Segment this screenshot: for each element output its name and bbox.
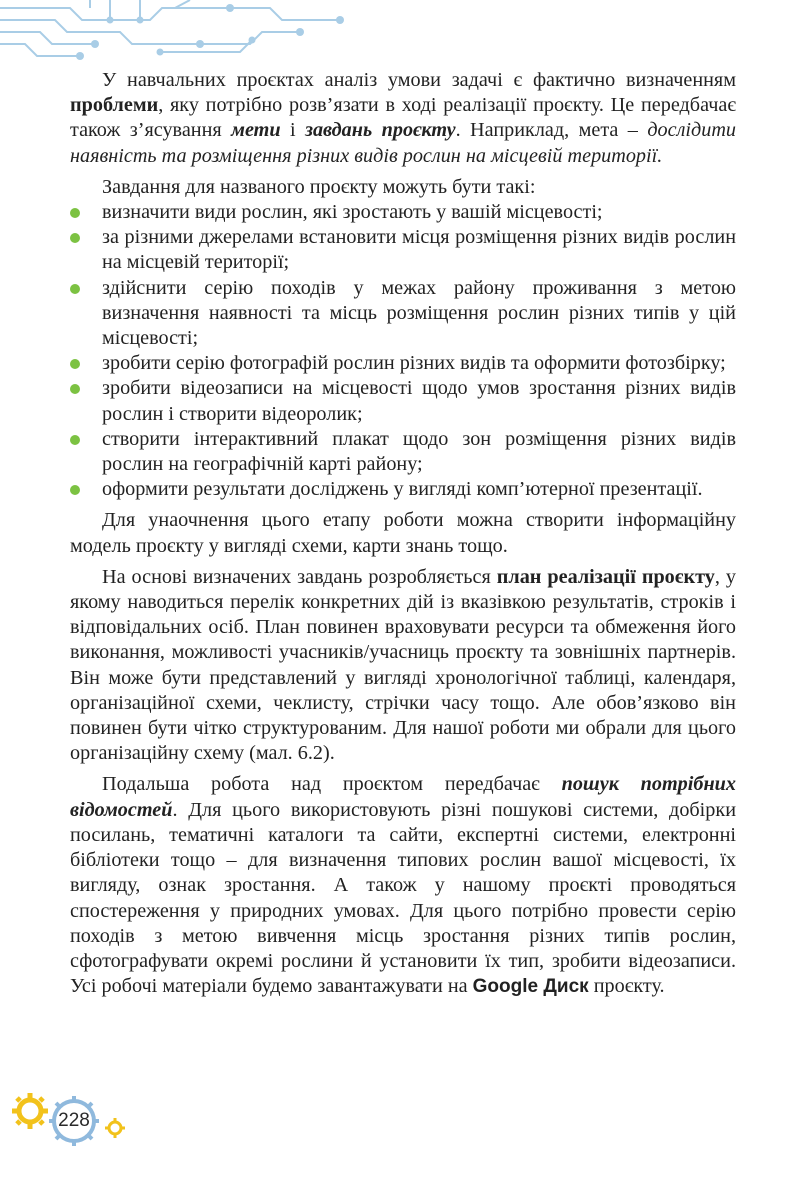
circuit-decoration (0, 0, 380, 62)
term-problem: проблеми (70, 94, 159, 117)
paragraph-search (70, 772, 736, 999)
list-item-text: оформити результати досліджень у вигляді комп’ютерної презентації. (102, 478, 703, 501)
google-drive-term: Google Диск (472, 976, 589, 998)
list-item-text: зробити відеозаписи на місцевості щодо умов зростання різних видів рослин і створити відеоролик; (102, 377, 736, 425)
list-item (70, 477, 736, 502)
bullet-icon (70, 284, 80, 294)
bullet-icon (70, 435, 80, 445)
list-item-text: визначити види рослин, які зростають у вашій місцевості; (102, 201, 603, 224)
example-goal: дослідити наявність та розміщення різних видів рослин на місцевій території. (70, 119, 736, 167)
list-item-text: за різними джерелами встановити місця розміщення різних видів рослин на місцевій території; (102, 226, 736, 274)
text: Подальша робота над проєктом передбачає (102, 773, 562, 796)
bullet-icon (70, 359, 80, 369)
list-item (70, 376, 736, 426)
tasks-list (70, 200, 736, 502)
list-item (70, 225, 736, 275)
text: , яку потрібно розв’язати в ході реалізації проєкту. Це передбачає також з’ясування (70, 94, 736, 142)
list-item-text: зробити серію фотографій рослин різних видів та оформити фотозбірку; (102, 352, 726, 375)
list-item-text: здійснити серію походів у межах району проживання з метою визначення наявності та місць розміщення рослин різних типів у цій місцевості; (102, 276, 736, 350)
list-item (70, 276, 736, 352)
list-item-text: створити інтерактивний плакат щодо зон розміщення різних видів рослин на географічній карті району; (102, 427, 736, 476)
list-item (70, 200, 736, 225)
text: . Для цього використовують різні пошукові системи, добірки посилань, тематичні каталоги та сайти, експертні системи, електронні бібліотеки тощо – для визначення типових рослин вашої місцевості, їх вигляду, ознак зростання. А також у нашому проєкті проводяться спостереження у природних умовах. Для цього потрібно провести серію походів з метою вивчення місць зростання різних типів рослин, сфотографувати окремі рослини й установити їх тип, зробити відеозаписи. Усі робочі матеріали будемо завантажувати на (70, 798, 736, 998)
gear-icon (105, 1118, 125, 1138)
page-body (70, 68, 736, 999)
term-tasks: завдань проєкту (305, 119, 456, 142)
paragraph-model: Для унаочнення цього етапу роботи можна створити інформаційну модель проєкту у вигляді схеми, карти знань тощо. (70, 509, 736, 557)
list-item (70, 427, 736, 477)
paragraph-problem (70, 68, 736, 169)
tasks-intro: Завдання для названого проєкту можуть бути такі: (102, 175, 536, 198)
term-search: пошук потрібних відомостей (70, 773, 736, 821)
term-goal: мети (231, 119, 281, 142)
text: На основі визначених завдань розробляється (102, 565, 497, 588)
bullet-icon (70, 208, 80, 218)
list-item (70, 351, 736, 376)
gear-icon (12, 1093, 48, 1129)
bullet-icon (70, 485, 80, 495)
text: , у якому наводиться перелік конкретних дій із вказівкою результатів, строків і відповідальних осіб. План повинен враховувати ресурси та обмеження його виконання, можливості учасників/учасниць проєкту та зовнішніх партнерів. Він може бути представлений у вигляді хронологічної таблиці, календаря, організаційної схеми, чеклисту, стрічки часу тощо. Але обов’язково він повинен бути чітко структурованим. Для нашої роботи ми обрали для цього організаційну схему (мал. 6.2). (70, 565, 736, 765)
text: проєкту. (588, 975, 665, 998)
text: . Наприклад, мета – (455, 119, 648, 142)
term-plan: план реалізації проєкту (496, 565, 715, 588)
paragraph-plan (70, 565, 736, 767)
text: і (280, 119, 306, 142)
bullet-icon (70, 233, 80, 243)
text: У навчальних проєктах аналіз умови задачі є фактично визначенням (102, 69, 736, 91)
page-number: 228 (58, 1110, 90, 1131)
bullet-icon (70, 384, 80, 394)
